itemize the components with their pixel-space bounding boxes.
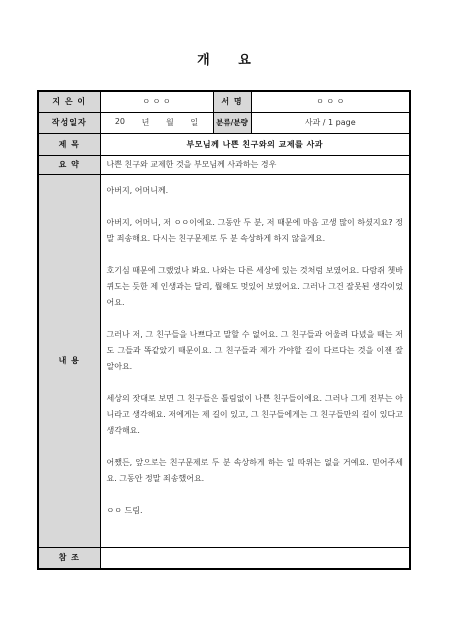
name-value: ㅇ ㅇ ㅇ bbox=[251, 91, 410, 112]
overview-table bbox=[37, 90, 411, 570]
content-paragraph: 아버지, 어머니, 저 ㅇㅇ이에요. 그동안 두 분, 저 때문에 마음 고생 많이 하셨지요? 정말 죄송해요. 다시는 친구문제로 두 분 속상하게 하지 않을게요. bbox=[106, 217, 403, 243]
content-body bbox=[100, 174, 410, 547]
content-paragraph: ㅇㅇ 드림. bbox=[106, 505, 143, 515]
subject-value: 부모님께 나쁜 친구와의 교제를 사과 bbox=[100, 133, 410, 155]
content-paragraph: 어쨌든, 앞으로는 친구문제로 두 분 속상하게 하는 일 따위는 없을 거예요. 믿어주세요. 그동안 정말 죄송했어요. bbox=[106, 457, 403, 483]
date-row bbox=[38, 112, 410, 133]
date-year-unit: 년 bbox=[141, 118, 150, 127]
document-title: 개 요 bbox=[197, 53, 253, 68]
content-label: 내 용 bbox=[38, 174, 100, 547]
reference-value bbox=[100, 547, 410, 569]
author-row bbox=[38, 91, 410, 112]
category-value: 사과 / 1 page bbox=[251, 112, 410, 133]
date-label: 작성일자 bbox=[38, 112, 100, 133]
summary-row bbox=[38, 155, 410, 174]
content-paragraph: 그러나 저, 그 친구들을 나쁘다고 말할 수 없어요. 그 친구들과 어울려 다녔을 때는 저도 그들과 똑같았기 때문이요. 그 친구들과 제가 가야할 길이 다르다는 것을 이젠 잘 알아요. bbox=[106, 329, 403, 371]
subject-row bbox=[38, 133, 410, 155]
reference-label: 참 조 bbox=[38, 547, 100, 569]
content-paragraph: 호기심 때문에 그랬었나 봐요. 나와는 다른 세상에 있는 것처럼 보였어요. 다람쥐 쳇바퀴도는 듯한 제 인생과는 달리, 뭘해도 멋있어 보였어요. 그러나 그건 잘못된 생각이었어요. bbox=[106, 265, 403, 307]
summary-value: 나쁜 친구와 교제한 것을 부모님께 사과하는 경우 bbox=[100, 155, 410, 174]
date-day-unit: 일 bbox=[190, 118, 199, 127]
category-label: 분류/분량 bbox=[213, 112, 251, 133]
content-paragraph: 아버지, 어머니께. bbox=[106, 185, 169, 195]
date-value bbox=[100, 112, 213, 133]
summary-label: 요 약 bbox=[38, 155, 100, 174]
subject-label: 제 목 bbox=[38, 133, 100, 155]
author-value: ㅇ ㅇ ㅇ bbox=[100, 91, 213, 112]
date-month-unit: 월 bbox=[166, 118, 174, 127]
author-label: 지 은 이 bbox=[38, 91, 100, 112]
name-label: 서 명 bbox=[213, 91, 251, 112]
date-year: 20 bbox=[114, 117, 125, 126]
reference-row bbox=[38, 547, 410, 569]
content-paragraph: 세상의 잣대로 보면 그 친구들은 틀림없이 나쁜 친구들이에요. 그러나 그게 전부는 아니라고 생각해요. 저에게는 제 길이 있고, 그 친구들에게는 그 친구들만의 길이 있다고 생각해요. bbox=[106, 393, 403, 435]
content-row bbox=[38, 174, 410, 547]
